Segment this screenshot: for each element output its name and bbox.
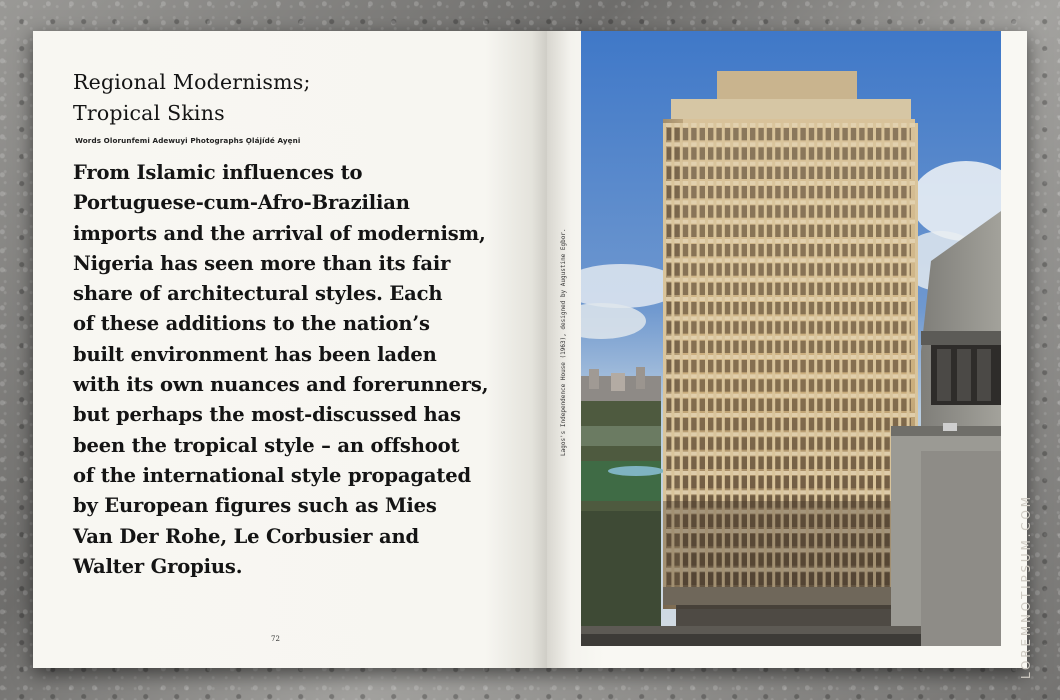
page-number: 72 — [271, 635, 280, 643]
lede-line: of the international style propagated — [73, 463, 471, 487]
lede-line: Portuguese-cum-Afro-Brazilian — [73, 191, 410, 215]
photo-illustration — [581, 31, 1001, 646]
caption-text: Lagos's Independence House (1963), designed by Augustine Egbor. — [560, 228, 567, 456]
lede-line: share of architectural styles. Each — [73, 282, 443, 306]
article-title — [73, 67, 311, 129]
watermark-text: LOREMNOTIPSUM.COM — [1019, 494, 1033, 679]
lede-line: From Islamic influences to — [73, 161, 363, 184]
byline: Words Olorunfemi Adewuyi Photographs Ọlájídé Ayẹni — [75, 136, 301, 145]
lede-paragraph — [73, 158, 503, 582]
lede-line: by European figures such as Mies — [73, 494, 437, 518]
lede-line: with its own nuances and forerunners, — [73, 373, 489, 397]
lede-line: Nigeria has seen more than its fair — [73, 251, 451, 275]
lede-line: Walter Gropius. — [73, 554, 243, 578]
lede-line: but perhaps the most-discussed has — [73, 403, 461, 427]
lede-line: of these additions to the nation’s — [73, 312, 430, 336]
building-photo — [581, 31, 1001, 646]
lede-line: built environment has been laden — [73, 342, 437, 366]
lede-line: Van Der Rohe, Le Corbusier and — [73, 524, 420, 548]
magazine-spread — [33, 31, 1033, 679]
title-line: Tropical Skins — [73, 101, 225, 125]
left-page — [33, 31, 547, 668]
lede-line: been the tropical style – an offshoot — [73, 433, 460, 457]
title-line: Regional Modernisms; — [73, 70, 311, 94]
lede-line: imports and the arrival of modernism, — [73, 221, 486, 245]
